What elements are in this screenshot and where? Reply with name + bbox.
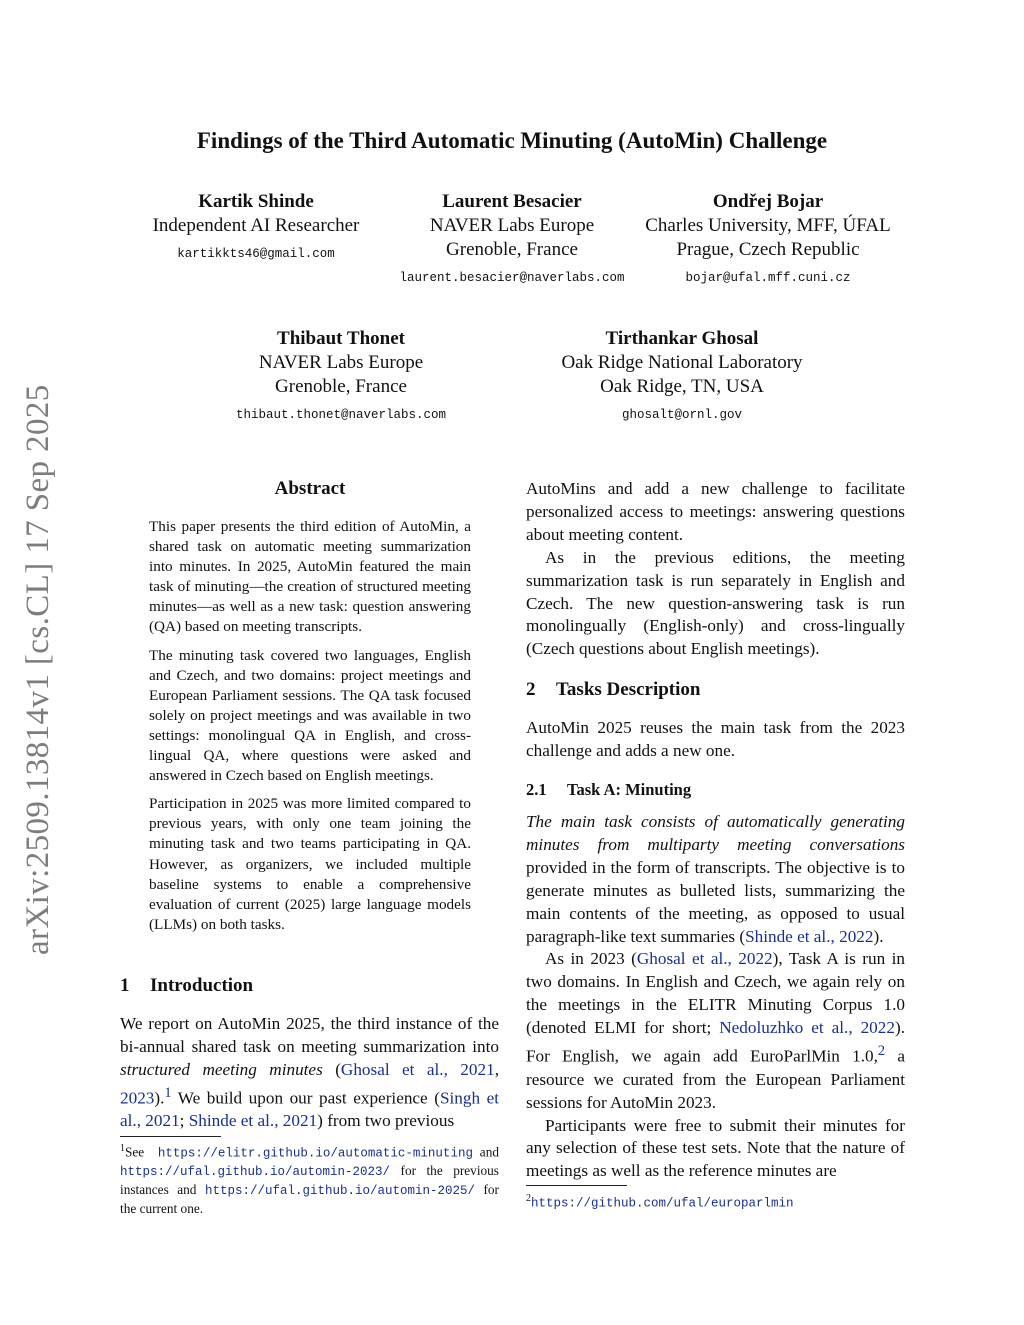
- right-column-intro: [526, 478, 905, 661]
- footnote-rule: [120, 1136, 221, 1137]
- author-block: [221, 327, 461, 427]
- text-emphasis: The main task consists of automatically generating minutes from multiparty meeting conversations: [526, 812, 905, 854]
- author-name: Ondřej Bojar: [712, 191, 824, 212]
- text-span: for the current one.: [120, 1182, 499, 1217]
- footnote-mark: 1: [120, 1143, 125, 1154]
- footnote-url[interactable]: https://elitr.github.io/automatic-minuting: [157, 1146, 473, 1161]
- text-span: See: [125, 1144, 145, 1160]
- citation-link[interactable]: Shinde et al., 2022: [745, 926, 874, 946]
- text-emphasis: structured meeting minutes: [120, 1059, 323, 1079]
- introduction-paragraph: [120, 1013, 499, 1133]
- author-affiliation: Grenoble, France: [275, 376, 407, 397]
- abstract-paragraph: This paper presents the third edition of AutoMin, a shared task on automatic meeting summarization into minutes. In 2025, AutoMin featured the main task of minuting—the creation of structured meeting minutes—as well as a new task: question answering (QA) based on meeting transcripts.: [149, 518, 471, 636]
- author-affiliation: NAVER Labs Europe: [429, 215, 595, 236]
- abstract-body: [149, 517, 471, 943]
- body-paragraph: AutoMin 2025 reuses the main task from the 2023 challenge and adds a new one.: [526, 718, 905, 760]
- citation-link[interactable]: 2023: [120, 1088, 155, 1108]
- text-span: ), Task A is run in two domains. In English and Czech, we again rely on the meetings in the ELITR Minuting Corpus 1.0 (denoted ELMI for short;: [526, 949, 905, 1038]
- text-span: and: [479, 1144, 499, 1160]
- text-span: ).: [154, 1088, 165, 1108]
- text-span: ;: [179, 1111, 189, 1131]
- section-number: 1: [120, 975, 130, 996]
- footnote-url[interactable]: https://ufal.github.io/automin-2023/: [120, 1165, 391, 1180]
- text-span: provided in the form of transcripts. The objective is to generate minutes as bulleted lists, summarizing the main contents of the meeting, as opposed to usual paragraph-like text summaries (: [526, 857, 905, 946]
- footnote-2: [526, 1190, 905, 1212]
- author-affiliation: NAVER Labs Europe: [258, 352, 424, 373]
- body-paragraph: Participants were free to submit their minutes for any selection of these test sets. Note that the nature of meetings as well as the reference minutes are: [526, 1115, 905, 1181]
- text-span: ,: [494, 1059, 499, 1079]
- abstract-paragraph: Participation in 2025 was more limited compared to previous years, with only one team joining the minuting task and two teams participating in QA. However, as organizers, we included multiple baseline systems to enable a comprehensive evaluation of current (2025) large language models (LLMs) on both tasks.: [149, 795, 471, 933]
- text-span: As in 2023 (: [545, 949, 637, 969]
- abstract-paragraph: The minuting task covered two languages, English and Czech, and two domains: project meetings and European Parliament sessions. The QA task focused solely on project meetings and was available in two settings: monolingual QA in English, and cross-lingual QA, where questions were asked and answered in Czech based on English meetings.: [149, 646, 471, 785]
- citation-link[interactable]: Ghosal et al., 2022: [636, 949, 773, 969]
- author-email[interactable]: ghosalt@ornl.gov: [621, 408, 743, 422]
- section-heading-tasks: [526, 679, 905, 701]
- author-name: Kartik Shinde: [198, 191, 314, 212]
- footnote-url[interactable]: https://github.com/ufal/europarlmin: [531, 1196, 794, 1211]
- author-email[interactable]: bojar@ufal.mff.cuni.cz: [685, 271, 851, 285]
- text-span: ). For English, we again add EuroParlMin 1.0,: [526, 1018, 905, 1066]
- text-span: We report on AutoMin 2025, the third instance of the bi-annual shared task on meeting summarization into: [120, 1014, 499, 1056]
- body-paragraph: AutoMins and add a new challenge to facilitate personalized access to meetings: answering questions about meeting content.: [526, 479, 905, 544]
- author-email[interactable]: laurent.besacier@naverlabs.com: [399, 271, 625, 285]
- author-block: [392, 190, 632, 290]
- footnote-url[interactable]: https://ufal.github.io/automin-2025/: [204, 1184, 475, 1199]
- author-email[interactable]: kartikkts46@gmail.com: [177, 247, 335, 261]
- section-title: Tasks Description: [556, 679, 701, 700]
- author-name: Tirthankar Ghosal: [605, 328, 759, 349]
- text-span: We build upon our past experience (: [171, 1088, 440, 1108]
- citation-link[interactable]: Ghosal et al., 2021: [340, 1059, 495, 1079]
- citation-link[interactable]: Nedoluzhko et al., 2022: [719, 1018, 895, 1038]
- author-affiliation: Oak Ridge National Laboratory: [561, 352, 803, 373]
- author-name: Thibaut Thonet: [277, 328, 405, 349]
- section-heading-introduction: [120, 975, 499, 997]
- subsection-title: Task A: Minuting: [567, 780, 692, 799]
- citation-link[interactable]: Singh et al., 2021: [120, 1088, 499, 1131]
- paper-title: Findings of the Third Automatic Minuting (AutoMin) Challenge: [196, 128, 828, 153]
- author-block: [542, 327, 822, 427]
- author-affiliation: Prague, Czech Republic: [676, 239, 860, 260]
- author-affiliation: Oak Ridge, TN, USA: [600, 376, 764, 397]
- author-block: [628, 190, 908, 290]
- text-span: ).: [873, 926, 884, 946]
- footnote-ref[interactable]: 1: [164, 1084, 172, 1101]
- author-affiliation: Grenoble, France: [446, 239, 578, 260]
- footnote-1: [120, 1140, 499, 1217]
- text-span: a resource we curated from the European Parliament sessions for AutoMin 2023.: [526, 1046, 905, 1112]
- section-number: 2: [526, 679, 536, 700]
- subsection-number: 2.1: [526, 780, 547, 799]
- footnote-rule: [526, 1185, 627, 1186]
- arxiv-stamp: arXiv:2509.13814v1 [cs.CL] 17 Sep 2025: [20, 384, 56, 955]
- minuting-paragraphs: [526, 811, 905, 1183]
- citation-link[interactable]: Shinde et al., 2021: [188, 1111, 318, 1131]
- tasks-paragraph: [526, 717, 905, 763]
- text-span: for the previous instances and: [120, 1163, 499, 1198]
- body-paragraph: As in the previous editions, the meeting summarization task is run separately in English and Czech. The new question-answering task is run monolingually (English-only) and cross-lingually (Czech questions about English meetings).: [526, 547, 905, 659]
- footnote-ref[interactable]: 2: [877, 1043, 886, 1060]
- footnote-mark: 2: [526, 1193, 531, 1204]
- author-affiliation: Charles University, MFF, ÚFAL: [645, 215, 891, 236]
- text-span: ) from two previous: [317, 1111, 455, 1131]
- author-name: Laurent Besacier: [442, 191, 582, 212]
- author-affiliation: Independent AI Researcher: [152, 215, 360, 236]
- author-block: [136, 190, 376, 266]
- abstract-heading: Abstract: [274, 478, 346, 499]
- subsection-heading-minuting: [526, 780, 905, 800]
- author-email[interactable]: thibaut.thonet@naverlabs.com: [235, 408, 447, 422]
- section-title: Introduction: [150, 975, 254, 996]
- text-span: (: [322, 1059, 341, 1079]
